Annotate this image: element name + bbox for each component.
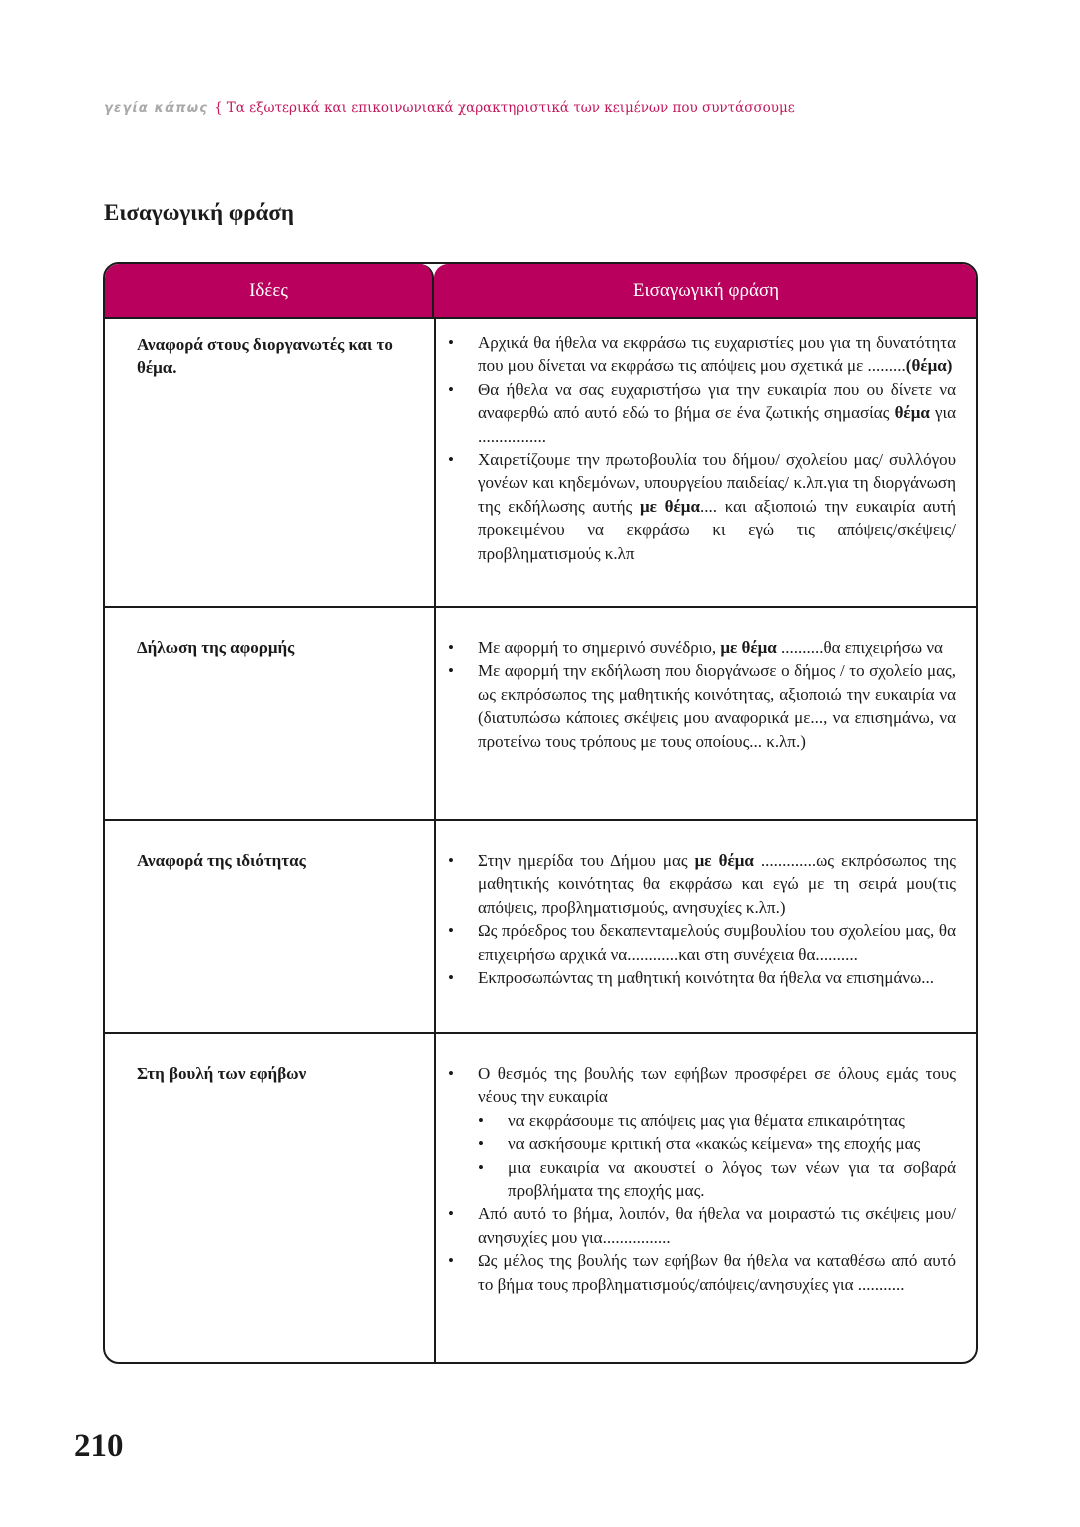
list-item: • Στην ημερίδα του Δήμου μας με θέμα .............ως εκπρόσωπος της μαθητικής κοινότητας θα εκφράσω και εγώ με τη σειρά μου(τις απόψεις, προβληματισμούς, ανησυχίες κ.λπ.) bbox=[448, 849, 956, 919]
list-item: • Ως μέλος της βουλής των εφήβων θα ήθελα να καταθέσω από αυτό το βήμα τους προβληματισμούς/απόψεις/ανησυχίες για ........... bbox=[448, 1249, 956, 1296]
table-header bbox=[105, 264, 976, 319]
page-number: 210 bbox=[74, 1428, 124, 1464]
table-row bbox=[105, 821, 976, 1034]
row-phrases bbox=[448, 1062, 956, 1296]
list-item: • Από αυτό το βήμα, λοιπόν, θα ήθελα να μοιραστώ τις σκέψεις μου/ ανησυχίες μου για................ bbox=[448, 1202, 956, 1249]
sub-list-item: • μια ευκαιρία να ακουστεί ο λόγος των νέων για τα σοβαρά προβλήματα της εποχής μας. bbox=[478, 1156, 956, 1203]
header-separator: { bbox=[214, 100, 223, 116]
column-header-phrases: Εισαγωγική φράση bbox=[434, 264, 978, 319]
table-row bbox=[105, 319, 976, 608]
table-row bbox=[105, 1034, 976, 1364]
list-item: • Ως πρόεδρος του δεκαπενταμελούς συμβουλίου του σχολείου μας, θα επιχειρήσω αρχικά να............και στη συνέχεια θα.......... bbox=[448, 919, 956, 966]
column-divider bbox=[434, 319, 436, 1362]
row-phrases bbox=[448, 636, 956, 753]
row-idea: Δήλωση της αφορμής bbox=[137, 638, 295, 657]
row-idea: Στη βουλή των εφήβων bbox=[137, 1064, 307, 1083]
table-row bbox=[105, 608, 976, 821]
column-header-ideas: Ιδέες bbox=[105, 264, 434, 319]
row-idea: Αναφορά της ιδιότητας bbox=[137, 851, 306, 870]
running-header bbox=[104, 100, 1004, 120]
sub-list-item: • να εκφράσουμε τις απόψεις μας για θέματα επικαιρότητας bbox=[478, 1109, 956, 1132]
intro-phrases-table bbox=[103, 262, 978, 1364]
header-subtitle: Τα εξωτερικά και επικοινωνιακά χαρακτηριστικά των κειμένων που συντάσσουμε bbox=[226, 100, 795, 116]
sub-list-item: • να ασκήσουμε κριτική στα «κακώς κείμενα» της εποχής μας bbox=[478, 1132, 956, 1155]
section-title: Εισαγωγική φράση bbox=[104, 200, 294, 225]
row-idea: Αναφορά στους διοργανωτές και το θέμα. bbox=[137, 335, 393, 377]
row-phrases bbox=[448, 331, 956, 565]
list-item: • Με αφορμή το σημερινό συνέδριο, με θέμα ..........θα επιχειρήσω να bbox=[448, 636, 956, 659]
list-item: • Αρχικά θα ήθελα να εκφράσω τις ευχαριστίες μου για τη δυνατότητα που μου δίνεται να εκφράσω τις απόψεις μου σχετικά με .........(θέμα) bbox=[448, 331, 956, 378]
list-item: • Με αφορμή την εκδήλωση που διοργάνωσε ο δήμος / το σχολείο μας, ως εκπρόσωπος της μαθητικής κοινότητας, αξιοποιώ την ευκαιρία να (διατυπώσω κάποιες σκέψεις μου αναφορικά με..., να επισημάνω, να προτείνω τους τρόπους με τους οποίους... κ.λπ.) bbox=[448, 659, 956, 753]
row-phrases bbox=[448, 849, 956, 989]
list-item: • Ο θεσμός της βουλής των εφήβων προσφέρει σε όλους εμάς τους νέους την ευκαιρία • να εκφράσουμε τις απόψεις μας για θέματα επικαιρότητας • να ασκήσουμε κριτική στα «κακώς κείμενα» της εποχής μας • μια ευκαιρία να ακουστεί ο λόγος των νέων για τα σοβαρά προβλήματα της εποχής μας. bbox=[448, 1062, 956, 1202]
list-item: • Εκπροσωπώντας τη μαθητική κοινότητα θα ήθελα να επισημάνω... bbox=[448, 966, 956, 989]
header-brand: γεγία κάπως bbox=[104, 101, 209, 116]
list-item: • Χαιρετίζουμε την πρωτοβουλία του δήμου/ σχολείου μας/ συλλόγου γονέων και κηδεμόνων, υπουργείου παιδείας/ κ.λπ.για τη διοργάνωση της εκδήλωσης αυτής με θέμα.... και αξιοποιώ την ευκαιρία αυτή προκειμένου να εκφράσω κι εγώ τις απόψεις/σκέψεις/προβληματισμούς κ.λπ bbox=[448, 448, 956, 565]
list-item: • Θα ήθελα να σας ευχαριστήσω για την ευκαιρία που ου δίνετε να αναφερθώ από αυτό εδώ το βήμα σε ένα ζωτικής σημασίας θέμα για ................ bbox=[448, 378, 956, 448]
